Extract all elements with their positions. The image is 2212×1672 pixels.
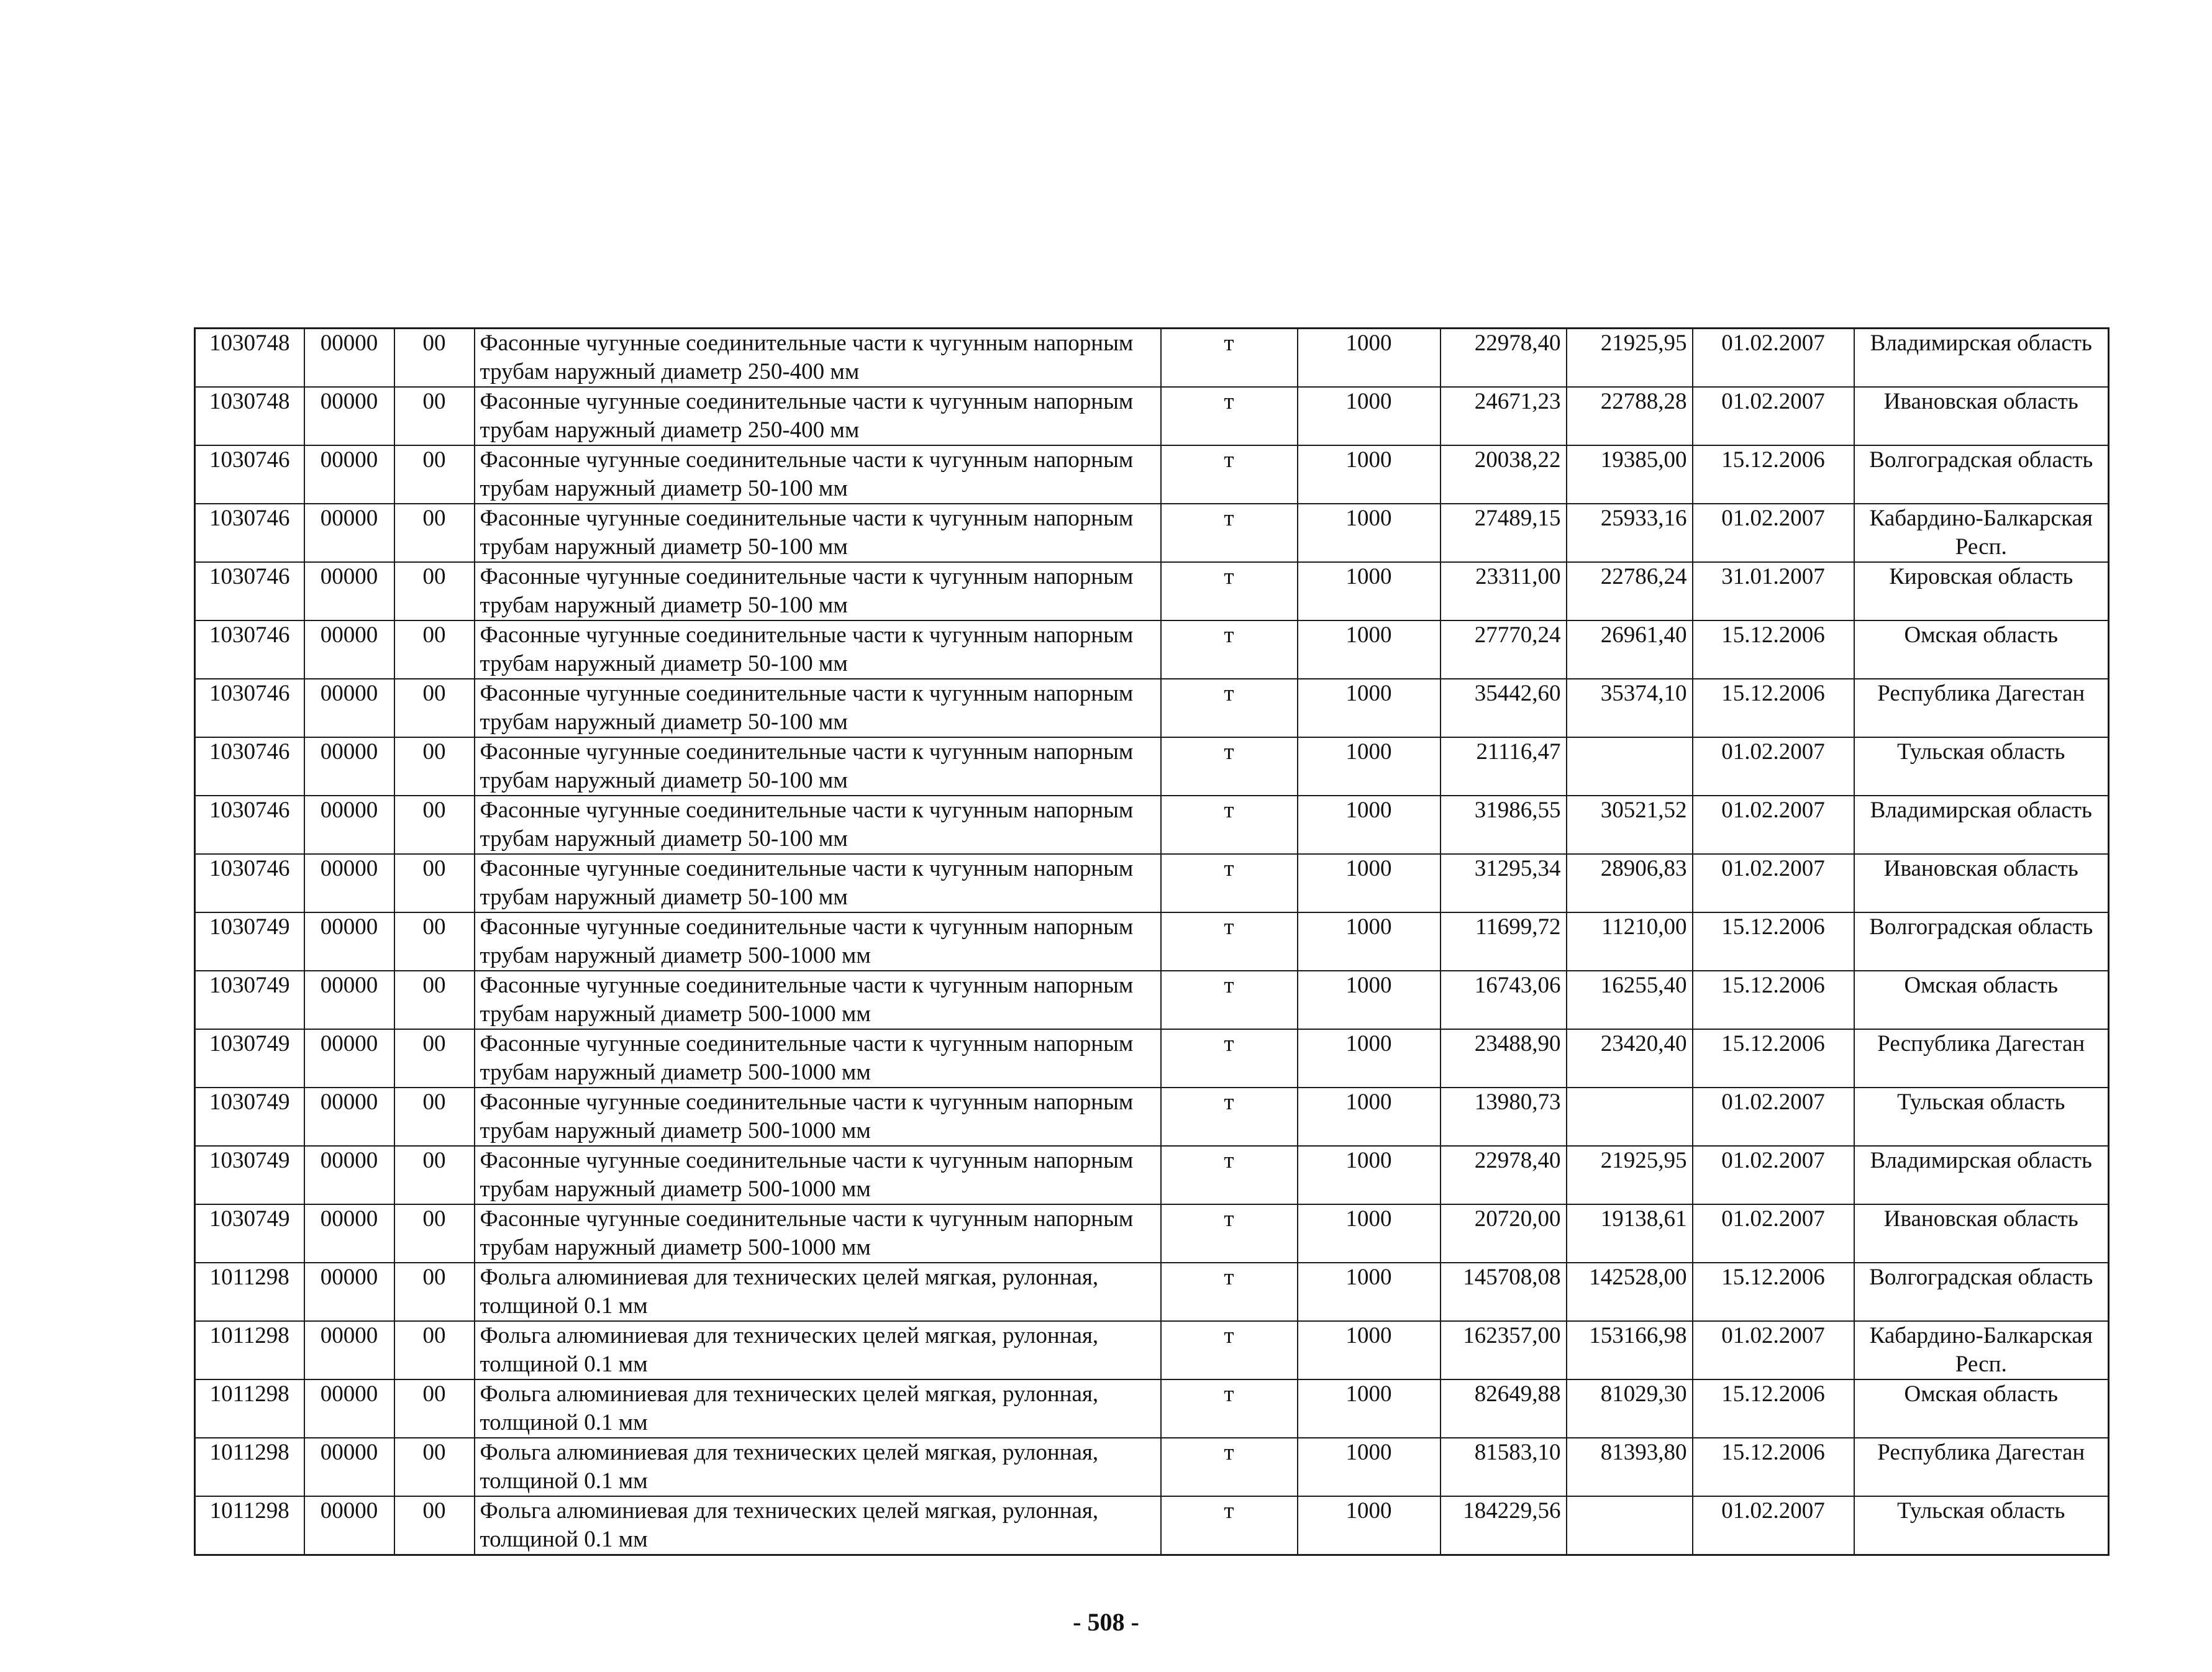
quantity-cell: 1000 (1298, 1146, 1441, 1204)
price-alt-cell: 19385,00 (1567, 445, 1693, 504)
class-cell: 00 (394, 562, 475, 620)
region-cell: Волгоградская область (1854, 445, 2109, 504)
subcode-cell: 00000 (304, 679, 394, 737)
subcode-cell: 00000 (304, 971, 394, 1029)
price-cell: 81583,10 (1441, 1438, 1567, 1496)
date-cell: 15.12.2006 (1693, 445, 1854, 504)
class-cell: 00 (394, 329, 475, 388)
quantity-cell: 1000 (1298, 504, 1441, 562)
product-code-cell: 1030749 (195, 912, 304, 971)
product-code-cell: 1030746 (195, 679, 304, 737)
region-cell: Владимирская область (1854, 796, 2109, 854)
class-cell: 00 (394, 1088, 475, 1146)
table-row (195, 1088, 2109, 1146)
unit-cell: т (1161, 1321, 1298, 1379)
subcode-cell: 00000 (304, 1146, 394, 1204)
product-name-cell: Фольга алюминиевая для технических целей мягкая, рулонная, толщиной 0.1 мм (475, 1379, 1161, 1438)
subcode-cell: 00000 (304, 1321, 394, 1379)
region-cell: Тульская область (1854, 1088, 2109, 1146)
unit-cell: т (1161, 796, 1298, 854)
region-cell: Республика Дагестан (1854, 1029, 2109, 1088)
class-cell: 00 (394, 1204, 475, 1263)
quantity-cell: 1000 (1298, 620, 1441, 679)
product-code-cell: 1030746 (195, 562, 304, 620)
unit-cell: т (1161, 1204, 1298, 1263)
unit-cell: т (1161, 1029, 1298, 1088)
table-row (195, 796, 2109, 854)
product-name-cell: Фасонные чугунные соединительные части к чугунным напорным трубам наружный диаметр 500-1000 мм (475, 1204, 1161, 1263)
price-alt-cell: 25933,16 (1567, 504, 1693, 562)
price-cell: 145708,08 (1441, 1263, 1567, 1321)
subcode-cell: 00000 (304, 445, 394, 504)
product-code-cell: 1011298 (195, 1438, 304, 1496)
class-cell: 00 (394, 1496, 475, 1555)
quantity-cell: 1000 (1298, 562, 1441, 620)
product-code-cell: 1030746 (195, 796, 304, 854)
table-body (195, 329, 2109, 1555)
product-code-cell: 1011298 (195, 1379, 304, 1438)
class-cell: 00 (394, 1321, 475, 1379)
class-cell: 00 (394, 737, 475, 796)
product-name-cell: Фасонные чугунные соединительные части к чугунным напорным трубам наружный диаметр 50-100 мм (475, 562, 1161, 620)
product-code-cell: 1011298 (195, 1321, 304, 1379)
table-row (195, 912, 2109, 971)
price-cell: 21116,47 (1441, 737, 1567, 796)
price-cell: 23311,00 (1441, 562, 1567, 620)
product-name-cell: Фасонные чугунные соединительные части к чугунным напорным трубам наружный диаметр 500-1000 мм (475, 1146, 1161, 1204)
subcode-cell: 00000 (304, 1088, 394, 1146)
subcode-cell: 00000 (304, 854, 394, 912)
region-cell: Владимирская область (1854, 329, 2109, 388)
price-cell: 27489,15 (1441, 504, 1567, 562)
product-name-cell: Фасонные чугунные соединительные части к чугунным напорным трубам наружный диаметр 50-100 мм (475, 737, 1161, 796)
region-cell: Республика Дагестан (1854, 1438, 2109, 1496)
product-name-cell: Фольга алюминиевая для технических целей мягкая, рулонная, толщиной 0.1 мм (475, 1263, 1161, 1321)
product-name-cell: Фольга алюминиевая для технических целей мягкая, рулонная, толщиной 0.1 мм (475, 1496, 1161, 1555)
unit-cell: т (1161, 504, 1298, 562)
class-cell: 00 (394, 679, 475, 737)
quantity-cell: 1000 (1298, 1496, 1441, 1555)
product-name-cell: Фасонные чугунные соединительные части к чугунным напорным трубам наружный диаметр 50-100 мм (475, 679, 1161, 737)
date-cell: 01.02.2007 (1693, 1146, 1854, 1204)
unit-cell: т (1161, 562, 1298, 620)
quantity-cell: 1000 (1298, 445, 1441, 504)
class-cell: 00 (394, 1029, 475, 1088)
class-cell: 00 (394, 912, 475, 971)
product-code-cell: 1030746 (195, 504, 304, 562)
product-code-cell: 1030749 (195, 1029, 304, 1088)
quantity-cell: 1000 (1298, 912, 1441, 971)
class-cell: 00 (394, 1379, 475, 1438)
unit-cell: т (1161, 679, 1298, 737)
subcode-cell: 00000 (304, 912, 394, 971)
product-name-cell: Фасонные чугунные соединительные части к чугунным напорным трубам наружный диаметр 50-100 мм (475, 504, 1161, 562)
product-code-cell: 1030748 (195, 387, 304, 445)
class-cell: 00 (394, 1146, 475, 1204)
product-code-cell: 1030748 (195, 329, 304, 388)
subcode-cell: 00000 (304, 562, 394, 620)
price-alt-cell (1567, 1496, 1693, 1555)
date-cell: 01.02.2007 (1693, 387, 1854, 445)
table-row (195, 562, 2109, 620)
product-name-cell: Фасонные чугунные соединительные части к чугунным напорным трубам наружный диаметр 50-100 мм (475, 854, 1161, 912)
date-cell: 01.02.2007 (1693, 737, 1854, 796)
unit-cell: т (1161, 854, 1298, 912)
unit-cell: т (1161, 620, 1298, 679)
date-cell: 15.12.2006 (1693, 1263, 1854, 1321)
quantity-cell: 1000 (1298, 737, 1441, 796)
table-row (195, 329, 2109, 388)
table-row (195, 1146, 2109, 1204)
date-cell: 15.12.2006 (1693, 912, 1854, 971)
price-alt-cell: 22786,24 (1567, 562, 1693, 620)
region-cell: Волгоградская область (1854, 1263, 2109, 1321)
unit-cell: т (1161, 1146, 1298, 1204)
table-row (195, 1496, 2109, 1555)
quantity-cell: 1000 (1298, 1379, 1441, 1438)
unit-cell: т (1161, 737, 1298, 796)
price-cell: 20720,00 (1441, 1204, 1567, 1263)
region-cell: Волгоградская область (1854, 912, 2109, 971)
table-row (195, 504, 2109, 562)
price-cell: 23488,90 (1441, 1029, 1567, 1088)
quantity-cell: 1000 (1298, 971, 1441, 1029)
quantity-cell: 1000 (1298, 1088, 1441, 1146)
quantity-cell: 1000 (1298, 1029, 1441, 1088)
product-code-cell: 1030749 (195, 1146, 304, 1204)
unit-cell: т (1161, 1496, 1298, 1555)
region-cell: Владимирская область (1854, 1146, 2109, 1204)
product-name-cell: Фасонные чугунные соединительные части к чугунным напорным трубам наружный диаметр 250-400 мм (475, 387, 1161, 445)
product-code-cell: 1030749 (195, 1204, 304, 1263)
price-cell: 35442,60 (1441, 679, 1567, 737)
product-code-cell: 1030746 (195, 854, 304, 912)
price-alt-cell: 23420,40 (1567, 1029, 1693, 1088)
price-alt-cell: 22788,28 (1567, 387, 1693, 445)
product-code-cell: 1030746 (195, 445, 304, 504)
table-row (195, 620, 2109, 679)
table-row (195, 387, 2109, 445)
product-code-cell: 1011298 (195, 1496, 304, 1555)
product-name-cell: Фасонные чугунные соединительные части к чугунным напорным трубам наружный диаметр 500-1000 мм (475, 1029, 1161, 1088)
region-cell: Ивановская область (1854, 387, 2109, 445)
date-cell: 31.01.2007 (1693, 562, 1854, 620)
region-cell: Республика Дагестан (1854, 679, 2109, 737)
unit-cell: т (1161, 971, 1298, 1029)
subcode-cell: 00000 (304, 504, 394, 562)
region-cell: Тульская область (1854, 1496, 2109, 1555)
price-cell: 162357,00 (1441, 1321, 1567, 1379)
class-cell: 00 (394, 1263, 475, 1321)
table-row (195, 679, 2109, 737)
table-row (195, 445, 2109, 504)
price-alt-cell (1567, 1088, 1693, 1146)
subcode-cell: 00000 (304, 1029, 394, 1088)
price-alt-cell: 30521,52 (1567, 796, 1693, 854)
class-cell: 00 (394, 620, 475, 679)
quantity-cell: 1000 (1298, 679, 1441, 737)
product-name-cell: Фольга алюминиевая для технических целей мягкая, рулонная, толщиной 0.1 мм (475, 1321, 1161, 1379)
date-cell: 01.02.2007 (1693, 1321, 1854, 1379)
region-cell: Тульская область (1854, 737, 2109, 796)
table-row (195, 1321, 2109, 1379)
price-alt-cell: 21925,95 (1567, 329, 1693, 388)
region-cell: Омская область (1854, 971, 2109, 1029)
date-cell: 15.12.2006 (1693, 679, 1854, 737)
region-cell: Кабардино-Балкарская Респ. (1854, 1321, 2109, 1379)
quantity-cell: 1000 (1298, 1321, 1441, 1379)
product-name-cell: Фольга алюминиевая для технических целей мягкая, рулонная, толщиной 0.1 мм (475, 1438, 1161, 1496)
unit-cell: т (1161, 387, 1298, 445)
product-name-cell: Фасонные чугунные соединительные части к чугунным напорным трубам наружный диаметр 500-1000 мм (475, 1088, 1161, 1146)
date-cell: 15.12.2006 (1693, 1379, 1854, 1438)
quantity-cell: 1000 (1298, 854, 1441, 912)
date-cell: 15.12.2006 (1693, 620, 1854, 679)
date-cell: 01.02.2007 (1693, 854, 1854, 912)
price-alt-cell: 81393,80 (1567, 1438, 1693, 1496)
date-cell: 01.02.2007 (1693, 1204, 1854, 1263)
price-alt-cell: 28906,83 (1567, 854, 1693, 912)
subcode-cell: 00000 (304, 1438, 394, 1496)
product-code-cell: 1030749 (195, 1088, 304, 1146)
region-cell: Ивановская область (1854, 1204, 2109, 1263)
product-name-cell: Фасонные чугунные соединительные части к чугунным напорным трубам наружный диаметр 50-100 мм (475, 796, 1161, 854)
page-number: - 508 - (1073, 1608, 1139, 1636)
class-cell: 00 (394, 854, 475, 912)
product-name-cell: Фасонные чугунные соединительные части к чугунным напорным трубам наружный диаметр 50-100 мм (475, 445, 1161, 504)
date-cell: 01.02.2007 (1693, 504, 1854, 562)
class-cell: 00 (394, 971, 475, 1029)
region-cell: Ивановская область (1854, 854, 2109, 912)
price-cell: 82649,88 (1441, 1379, 1567, 1438)
class-cell: 00 (394, 504, 475, 562)
quantity-cell: 1000 (1298, 329, 1441, 388)
class-cell: 00 (394, 796, 475, 854)
quantity-cell: 1000 (1298, 1438, 1441, 1496)
region-cell: Кировская область (1854, 562, 2109, 620)
price-cell: 22978,40 (1441, 1146, 1567, 1204)
date-cell: 01.02.2007 (1693, 796, 1854, 854)
date-cell: 15.12.2006 (1693, 1029, 1854, 1088)
subcode-cell: 00000 (304, 620, 394, 679)
class-cell: 00 (394, 1438, 475, 1496)
product-name-cell: Фасонные чугунные соединительные части к чугунным напорным трубам наружный диаметр 500-1000 мм (475, 971, 1161, 1029)
quantity-cell: 1000 (1298, 1204, 1441, 1263)
table-row (195, 1438, 2109, 1496)
region-cell: Кабардино-Балкарская Респ. (1854, 504, 2109, 562)
date-cell: 15.12.2006 (1693, 1438, 1854, 1496)
subcode-cell: 00000 (304, 737, 394, 796)
price-alt-cell: 19138,61 (1567, 1204, 1693, 1263)
price-cell: 31986,55 (1441, 796, 1567, 854)
product-code-cell: 1030746 (195, 620, 304, 679)
table-row (195, 1029, 2109, 1088)
quantity-cell: 1000 (1298, 387, 1441, 445)
unit-cell: т (1161, 1379, 1298, 1438)
table-row (195, 971, 2109, 1029)
price-cell: 184229,56 (1441, 1496, 1567, 1555)
product-code-cell: 1030749 (195, 971, 304, 1029)
product-name-cell: Фасонные чугунные соединительные части к чугунным напорным трубам наружный диаметр 50-100 мм (475, 620, 1161, 679)
table-row (195, 737, 2109, 796)
unit-cell: т (1161, 445, 1298, 504)
subcode-cell: 00000 (304, 1263, 394, 1321)
product-code-cell: 1030746 (195, 737, 304, 796)
price-cell: 20038,22 (1441, 445, 1567, 504)
date-cell: 01.02.2007 (1693, 1088, 1854, 1146)
class-cell: 00 (394, 445, 475, 504)
unit-cell: т (1161, 329, 1298, 388)
region-cell: Омская область (1854, 620, 2109, 679)
price-alt-cell: 16255,40 (1567, 971, 1693, 1029)
unit-cell: т (1161, 1263, 1298, 1321)
price-cell: 11699,72 (1441, 912, 1567, 971)
date-cell: 01.02.2007 (1693, 329, 1854, 388)
price-alt-cell: 81029,30 (1567, 1379, 1693, 1438)
product-code-cell: 1011298 (195, 1263, 304, 1321)
product-name-cell: Фасонные чугунные соединительные части к чугунным напорным трубам наружный диаметр 250-400 мм (475, 329, 1161, 388)
table-row (195, 1204, 2109, 1263)
price-cell: 31295,34 (1441, 854, 1567, 912)
subcode-cell: 00000 (304, 1496, 394, 1555)
region-cell: Омская область (1854, 1379, 2109, 1438)
price-alt-cell (1567, 737, 1693, 796)
quantity-cell: 1000 (1298, 1263, 1441, 1321)
price-alt-cell: 153166,98 (1567, 1321, 1693, 1379)
class-cell: 00 (394, 387, 475, 445)
price-alt-cell: 142528,00 (1567, 1263, 1693, 1321)
price-cell: 13980,73 (1441, 1088, 1567, 1146)
price-cell: 24671,23 (1441, 387, 1567, 445)
date-cell: 01.02.2007 (1693, 1496, 1854, 1555)
quantity-cell: 1000 (1298, 796, 1441, 854)
price-cell: 27770,24 (1441, 620, 1567, 679)
price-cell: 22978,40 (1441, 329, 1567, 388)
table-row (195, 1263, 2109, 1321)
price-alt-cell: 11210,00 (1567, 912, 1693, 971)
price-alt-cell: 35374,10 (1567, 679, 1693, 737)
table-row (195, 854, 2109, 912)
product-name-cell: Фасонные чугунные соединительные части к чугунным напорным трубам наружный диаметр 500-1000 мм (475, 912, 1161, 971)
price-alt-cell: 21925,95 (1567, 1146, 1693, 1204)
subcode-cell: 00000 (304, 387, 394, 445)
unit-cell: т (1161, 912, 1298, 971)
unit-cell: т (1161, 1088, 1298, 1146)
subcode-cell: 00000 (304, 796, 394, 854)
table-row (195, 1379, 2109, 1438)
subcode-cell: 00000 (304, 1379, 394, 1438)
price-alt-cell: 26961,40 (1567, 620, 1693, 679)
price-table (194, 327, 2110, 1556)
date-cell: 15.12.2006 (1693, 971, 1854, 1029)
subcode-cell: 00000 (304, 1204, 394, 1263)
unit-cell: т (1161, 1438, 1298, 1496)
subcode-cell: 00000 (304, 329, 394, 388)
price-cell: 16743,06 (1441, 971, 1567, 1029)
